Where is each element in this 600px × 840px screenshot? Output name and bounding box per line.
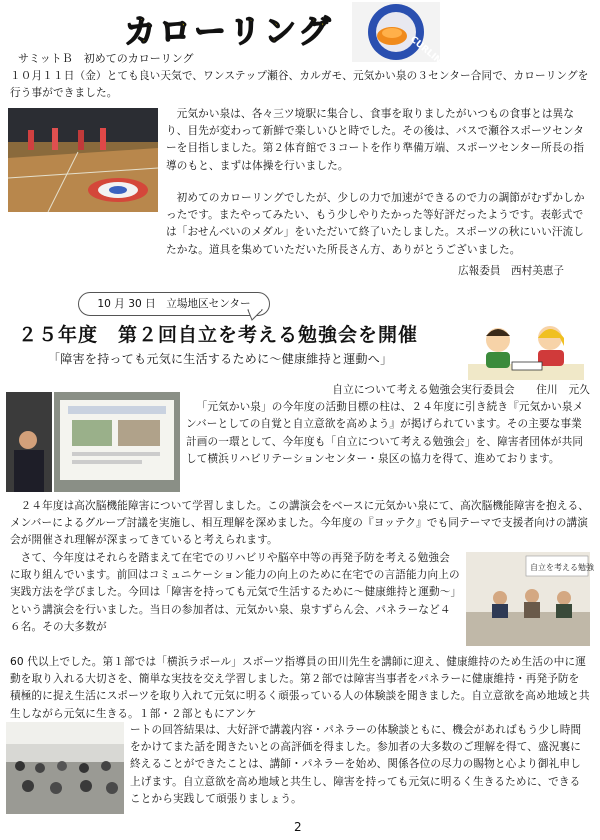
article1-para3 <box>166 190 588 259</box>
article2-title: ２５年度 第２回自立を考える勉強会を開催 <box>18 324 419 346</box>
article2-para1: 「元気かい泉」の今年度の活動目標の柱は、２４年度に引き続き『元気かい泉メンバーとしての自覚と自立意欲を高めよう』が掲げられています。その主要な事業計画の一環として、今年度も「自立について考える勉強会」を、障害者団体が共同して横浜リハビリテーションセンター・泉区の協力を得て、進めております。 <box>186 401 584 465</box>
article1-body <box>166 106 588 175</box>
speaker-photo <box>6 392 52 492</box>
audience-photo <box>6 722 124 814</box>
article1-subtitle: サミットＢ 初めてのカローリング <box>18 52 194 65</box>
article1-title: カローリング <box>124 12 334 50</box>
children-studying-illustration <box>468 316 584 380</box>
date-location-callout: 10 月 30 日 立場地区センター <box>78 292 270 316</box>
article1-para3-text: 初めてのカローリングでしたが、少しの力で加速ができるので力の調節がむずかしかったです。またやってみたい、もう少しやりたかった等好評だったようです。表彰式では「おせんべいのメダル」をいただいて終了いたしました。スポーツの秋にいい汗流したかな。道具を集めていただいた所長さん方、ありがとうございました。 <box>166 192 585 256</box>
article2-intro <box>186 382 590 468</box>
callout-tail-icon <box>248 310 262 320</box>
article2-subtitle: 「障害を持っても元気に生活するために～健康維持と運動へ」 <box>48 352 393 366</box>
badge-text: CURLING <box>408 34 449 72</box>
curling-badge-image <box>352 2 449 72</box>
curling-gym-photo <box>8 108 158 212</box>
article1-para2: 元気かい泉は、各々三ツ境駅に集合し、食事を取りましたがいつもの食事とは異なり、目先が変わって新鮮で楽しいひと時でした。その後は、バスで瀬谷スポーツセンターを目指しました。第２体育館で３コートを作り準備万端、スポーツセンター所長の指導のもと、まずは体操を行いました。 <box>166 108 585 172</box>
article1-para1: １０月１１日（金）とても良い天気で、ワンステップ瀬谷、カルガモ、元気かい泉の３センター合同で、カローリングを行う事ができました。 <box>10 70 589 100</box>
article2-para2: ２４年度は高次脳機能障害について学習しました。この講演会をベースに元気かい泉にて、高次脳機能障害を抱える、メンバーによるグループ討議を実施し、相互理解を深めました。今年度の『ヨッテク』でも同テーマで支援者向けの講演会が開催され理解が深まってきていると考えられます。 <box>10 500 590 547</box>
article2-para4: 60 代以上でした。第１部では「横浜ラポール」スポーツ指導員の田川先生を講師に迎え、健康維持のため生活の中に運動を取り入れる大切さを、簡単な実技を交え学習しました。第２部では障害当事者をパネラーに健康維持・再発予防を積極的に捉え生活にスポーツを取り入れて元気に明るく頑張っている人の体験談を聞きました。自立意欲を高め地域と共生しながら元気に生きる。１部・２部ともにアンケ <box>10 656 590 720</box>
article2-para5: ートの回答結果は、大好評で講義内容・パネラーの体験談ともに、機会があればもう少し時間をかけてまた話を聞きたいとの高評価を得ました。参加者の大多数のご理解を得て、盛況裏に終えることができたことは、講師・パネラーを始め、関係各位の尽力の賜物と心より御礼申し上げます。自立意欲を高め地域と共生し、障害を持っても元気に明るく生きるために、できることから実践して頑張りましょう。 <box>130 724 582 805</box>
article2-author: 自立について考える勉強会実行委員会 住川 元久 <box>332 384 590 396</box>
banner-text: 自立を考える勉強 <box>530 563 594 572</box>
page-number: 2 <box>294 820 302 834</box>
article2-para3: さて、今年度はそれらを踏まえて在宅でのリハビリや脳卒中等の再発予防を考える勉強会に取り組んでいます。前回はコミュニケーション能力の向上のために在宅での言語能力向上の実践方法を学びました。今回は「障害を持っても元気で生活するために～健康維持と運動～」という講演会を行いました。当日の参加者は、元気かい泉、泉すずらん会、パネラーなど４６名。その大多数が <box>10 552 460 633</box>
panel-discussion-photo <box>466 552 594 646</box>
article1-signature: 広報委員 西村美恵子 <box>458 265 564 277</box>
presentation-screen-photo <box>54 392 180 492</box>
